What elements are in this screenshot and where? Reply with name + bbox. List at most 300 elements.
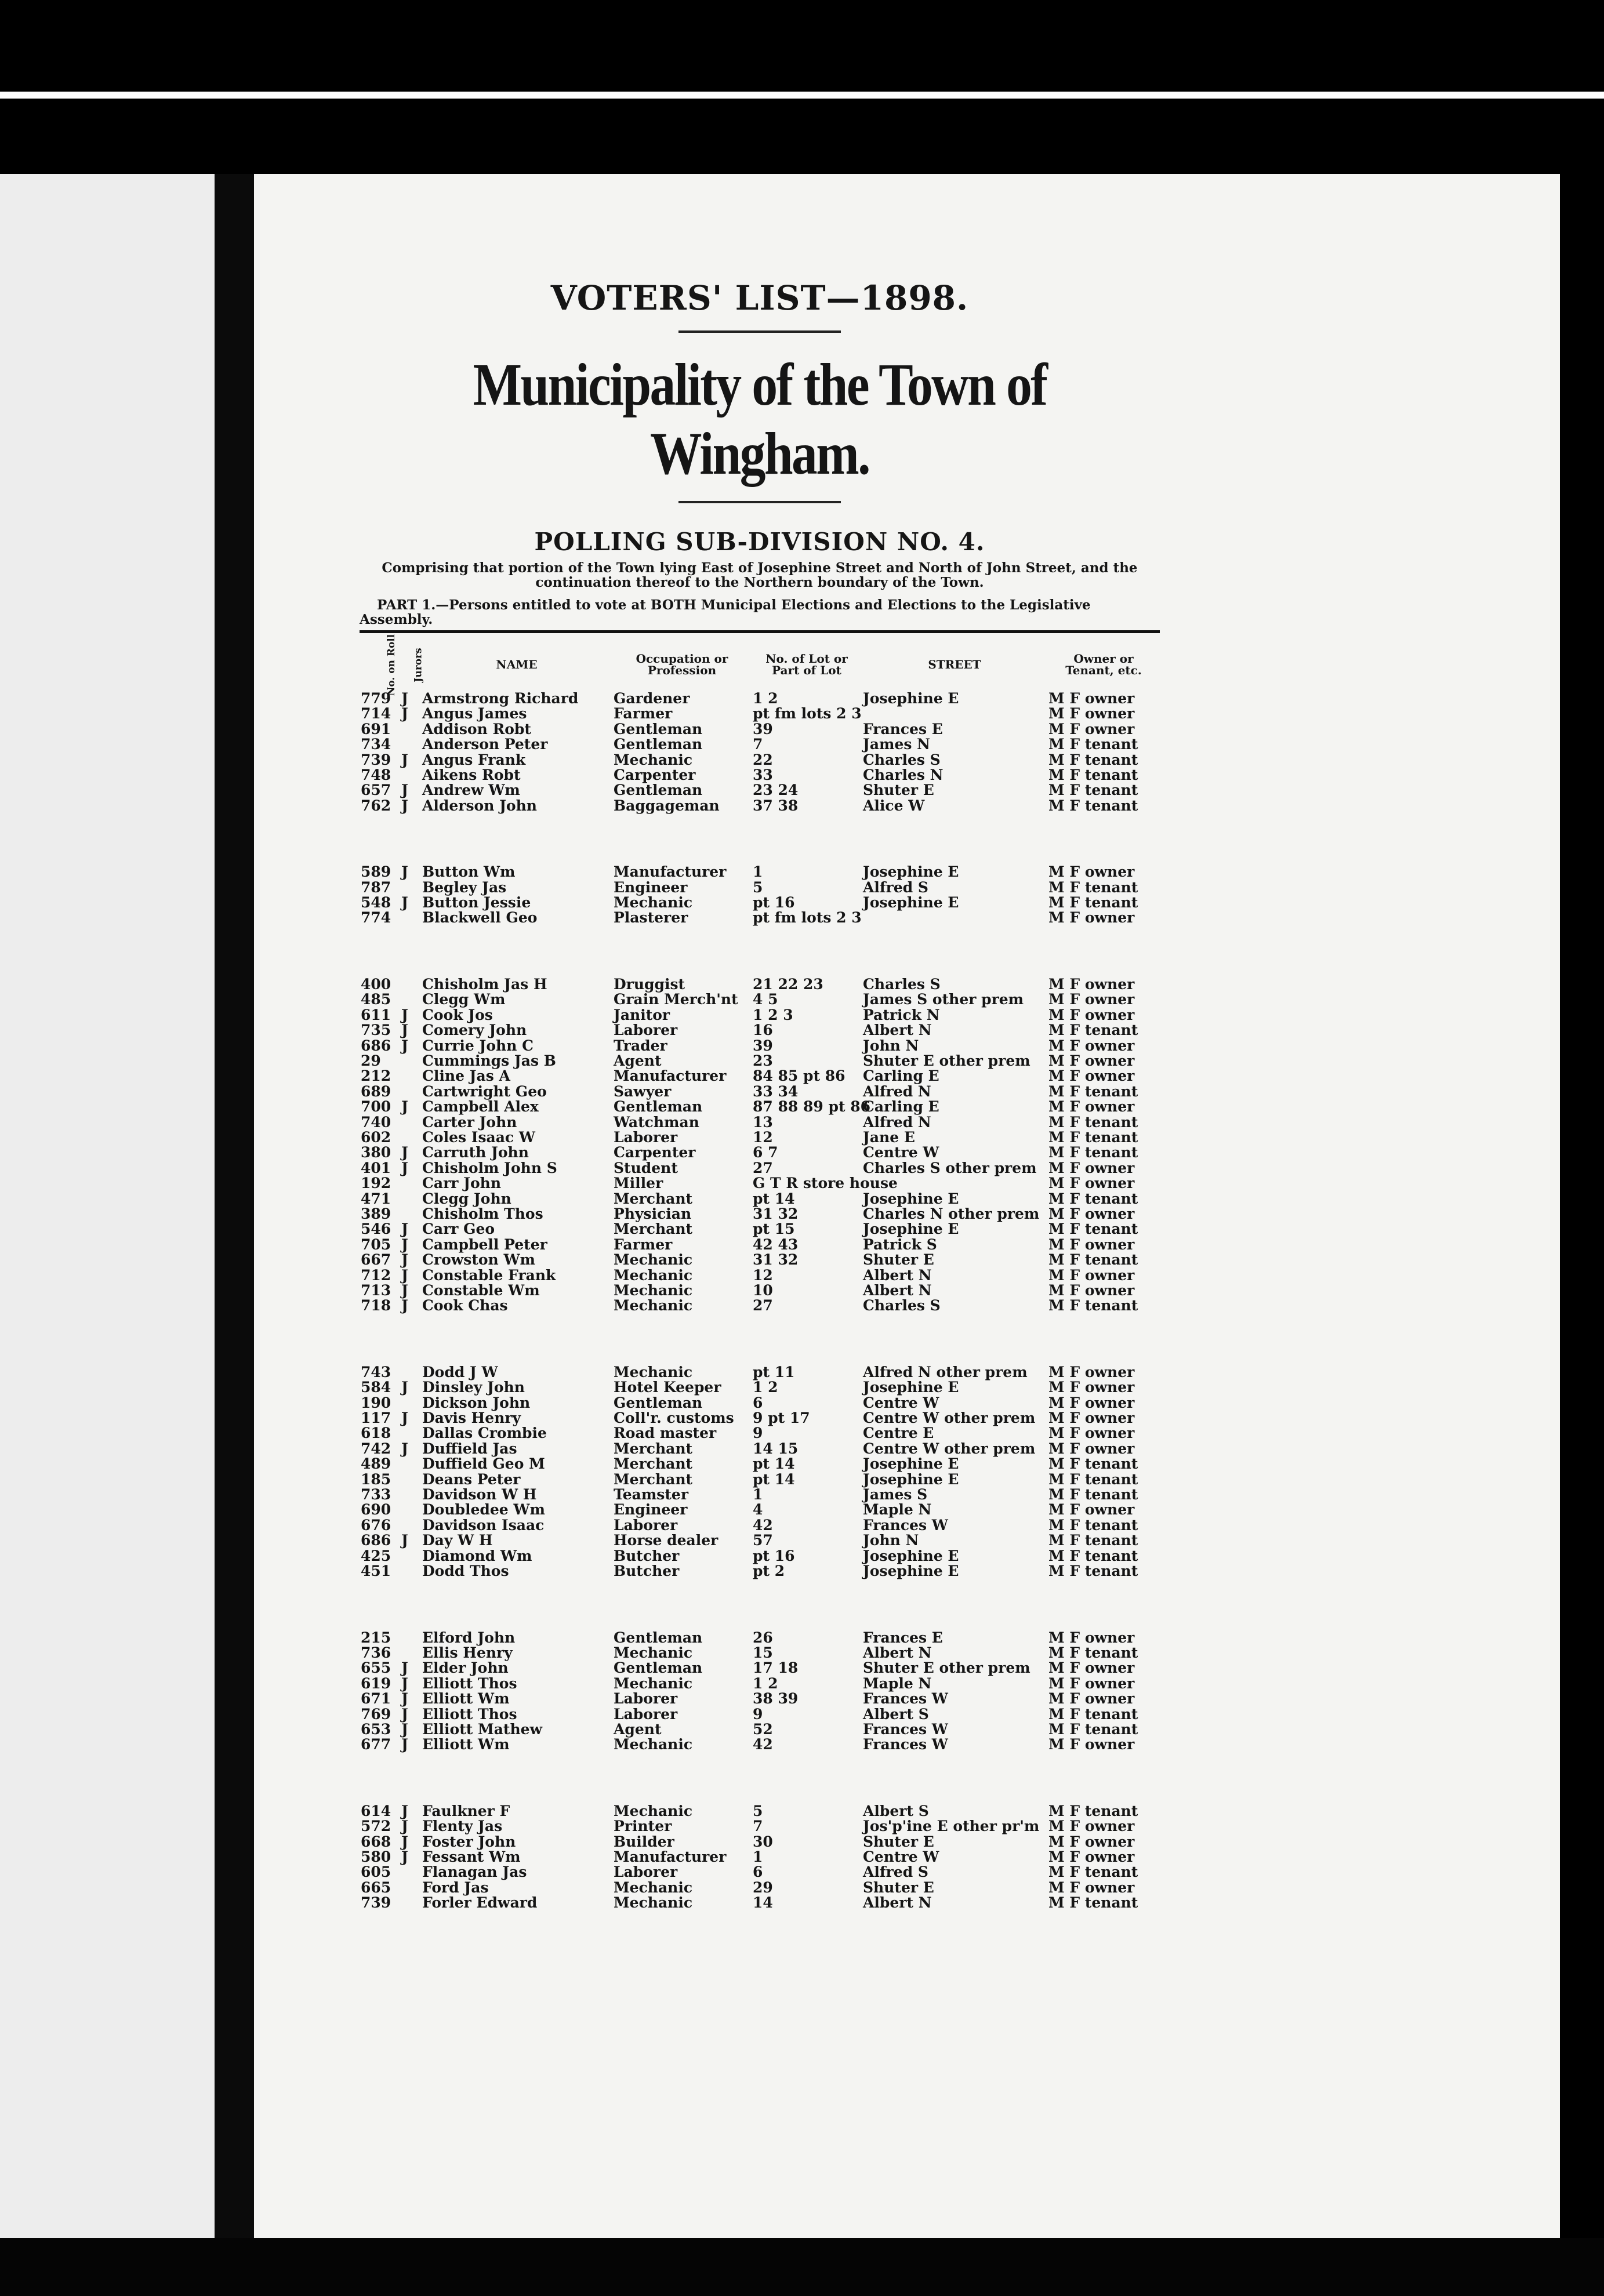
owner-tenant: M F owner bbox=[1048, 1736, 1135, 1753]
roll-number: 589 bbox=[361, 863, 391, 881]
voter-name: Dallas Crombie bbox=[422, 1425, 547, 1442]
juror-mark bbox=[400, 1472, 421, 1487]
voters-table-body bbox=[360, 691, 1160, 1911]
owner-tenant: M F owner bbox=[1048, 1282, 1135, 1299]
street: Josephine E bbox=[863, 894, 959, 911]
roll-number: 735 bbox=[361, 1022, 391, 1039]
occupation: Horse dealer bbox=[614, 1532, 718, 1549]
roll-number: 192 bbox=[361, 1175, 391, 1192]
lot-number: 84 85 pt 86 bbox=[753, 1067, 845, 1085]
street: Josephine E bbox=[863, 1379, 959, 1396]
scan-white-stripe bbox=[0, 92, 1604, 99]
lot-number: 37 38 bbox=[753, 797, 799, 814]
voter-row bbox=[360, 783, 1160, 798]
occupation: Butcher bbox=[614, 1563, 680, 1580]
lot-number: pt 11 bbox=[753, 1363, 795, 1380]
voter-row bbox=[360, 1145, 1160, 1160]
occupation: Baggageman bbox=[614, 797, 720, 814]
street: Josephine E bbox=[863, 1547, 959, 1564]
voter-name: Button Wm bbox=[422, 863, 516, 881]
voter-name: Fessant Wm bbox=[422, 1848, 521, 1865]
voter-row bbox=[360, 1834, 1160, 1850]
occupation: Laborer bbox=[614, 1690, 678, 1708]
owner-tenant: M F tenant bbox=[1048, 1863, 1138, 1881]
lot-number: pt 14 bbox=[753, 1190, 795, 1207]
voter-row bbox=[360, 1661, 1160, 1676]
street bbox=[862, 706, 1047, 721]
col-jurors: Jurors bbox=[412, 648, 424, 682]
street: Alfred S bbox=[863, 1863, 928, 1881]
lot-number: 15 bbox=[753, 1644, 773, 1661]
lot-number: 27 bbox=[753, 1297, 773, 1314]
street bbox=[862, 910, 1047, 925]
lot-number: 1 bbox=[753, 1486, 763, 1503]
juror-mark bbox=[400, 768, 421, 783]
voter-row bbox=[360, 1008, 1160, 1023]
occupation: Grain Merch'nt bbox=[614, 991, 738, 1008]
voter-name: Begley Jas bbox=[422, 878, 507, 896]
occupation: Manufacturer bbox=[614, 863, 727, 881]
voter-name: Duffield Jas bbox=[422, 1440, 517, 1457]
voter-name: Dodd Thos bbox=[422, 1563, 509, 1580]
street: Charles N bbox=[863, 766, 943, 784]
voter-row bbox=[360, 1237, 1160, 1252]
owner-tenant: M F owner bbox=[1048, 991, 1135, 1008]
juror-mark bbox=[400, 1426, 421, 1441]
street: Shuter E other prem bbox=[863, 1659, 1030, 1677]
owner-tenant: M F owner bbox=[1048, 720, 1135, 738]
owner-tenant: M F tenant bbox=[1048, 1894, 1138, 1912]
roll-number: 611 bbox=[361, 1006, 391, 1023]
voter-name: Campbell Alex bbox=[422, 1098, 539, 1116]
voter-row bbox=[360, 722, 1160, 737]
voter-name: Flanagan Jas bbox=[422, 1863, 527, 1881]
roll-number: 712 bbox=[361, 1266, 391, 1284]
lot-number: 4 bbox=[753, 1501, 763, 1518]
juror-mark bbox=[400, 1549, 421, 1564]
occupation: Physician bbox=[614, 1205, 692, 1222]
voter-row bbox=[360, 1487, 1160, 1502]
street: Frances E bbox=[863, 720, 943, 738]
voter-name: Faulkner F bbox=[422, 1802, 510, 1819]
roll-number: 690 bbox=[361, 1501, 391, 1518]
owner-tenant: M F owner bbox=[1048, 1425, 1135, 1442]
owner-tenant: M F owner bbox=[1048, 909, 1135, 927]
voter-row bbox=[360, 798, 1160, 813]
voter-name: Dickson John bbox=[422, 1394, 531, 1411]
juror-mark bbox=[400, 1564, 421, 1579]
voter-name: Cline Jas A bbox=[422, 1067, 510, 1085]
voter-name: Carr Geo bbox=[422, 1220, 495, 1238]
voter-row bbox=[360, 1084, 1160, 1099]
roll-number: 655 bbox=[361, 1659, 391, 1677]
occupation: Gentleman bbox=[614, 782, 703, 799]
lot-number: 33 34 bbox=[753, 1082, 799, 1100]
subdivision-description: Comprising that portion of the Town lying East of Josephine Street and North of John Street, and the continuation thereof to the Northern boundary of the Town. bbox=[382, 560, 1138, 590]
street: Albert N bbox=[863, 1644, 932, 1661]
lot-number: 9 pt 17 bbox=[753, 1409, 810, 1427]
facing-page bbox=[0, 174, 215, 2238]
street: Shuter E bbox=[863, 782, 934, 799]
juror-mark bbox=[400, 1207, 421, 1222]
roll-number: 380 bbox=[361, 1144, 391, 1161]
juror-mark: J bbox=[401, 1818, 408, 1835]
voter-name: Chisholm Thos bbox=[422, 1205, 543, 1222]
lot-number: 42 bbox=[753, 1516, 773, 1534]
table-header-row bbox=[360, 638, 1160, 691]
juror-mark: J bbox=[401, 1705, 408, 1723]
occupation: Mechanic bbox=[614, 751, 693, 768]
occupation: Farmer bbox=[614, 705, 673, 722]
lot-number: 23 bbox=[753, 1052, 773, 1069]
occupation: Laborer bbox=[614, 1022, 678, 1039]
juror-mark: J bbox=[401, 1659, 408, 1677]
juror-mark bbox=[400, 1502, 421, 1517]
street: Josephine E bbox=[863, 1190, 959, 1207]
juror-mark bbox=[400, 1396, 421, 1411]
occupation: Watchman bbox=[614, 1113, 699, 1131]
voter-row bbox=[360, 1630, 1160, 1645]
roll-number: 618 bbox=[361, 1425, 391, 1442]
roll-number: 743 bbox=[361, 1363, 391, 1380]
owner-tenant: M F owner bbox=[1048, 863, 1135, 881]
roll-number: 572 bbox=[361, 1818, 391, 1835]
voter-row bbox=[360, 1737, 1160, 1752]
lot-number: 1 2 bbox=[753, 690, 778, 707]
lot-number: 1 2 bbox=[753, 1674, 778, 1692]
roll-number: 700 bbox=[361, 1098, 391, 1116]
voter-name: Cartwright Geo bbox=[422, 1082, 547, 1100]
roll-number: 705 bbox=[361, 1236, 391, 1253]
street: Shuter E other prem bbox=[863, 1052, 1030, 1069]
lot-number: 9 bbox=[753, 1705, 763, 1723]
col-occupation: Occupation or Profession bbox=[636, 652, 728, 677]
street: Alfred N bbox=[863, 1113, 931, 1131]
voter-name: Dodd J W bbox=[422, 1363, 498, 1380]
voter-row bbox=[360, 737, 1160, 752]
occupation: Engineer bbox=[614, 878, 688, 896]
street: Albert N bbox=[863, 1022, 932, 1039]
juror-mark bbox=[400, 1865, 421, 1880]
roll-number: 117 bbox=[361, 1409, 391, 1427]
occupation: Laborer bbox=[614, 1516, 678, 1534]
voter-row bbox=[360, 895, 1160, 910]
juror-mark: J bbox=[401, 1220, 408, 1238]
occupation: Sawyer bbox=[614, 1082, 672, 1100]
voter-row bbox=[360, 1426, 1160, 1441]
col-lot: No. of Lot or Part of Lot bbox=[765, 652, 848, 677]
voter-row bbox=[360, 880, 1160, 895]
occupation: Mechanic bbox=[614, 1802, 693, 1819]
lot-number: 1 bbox=[753, 863, 763, 881]
voter-name: Constable Frank bbox=[422, 1266, 556, 1284]
juror-mark bbox=[400, 1130, 421, 1145]
street: Josephine E bbox=[863, 690, 959, 707]
roll-number: 779 bbox=[361, 690, 391, 707]
juror-mark: J bbox=[401, 1159, 408, 1176]
occupation: Engineer bbox=[614, 1501, 688, 1518]
owner-tenant: M F owner bbox=[1048, 1833, 1135, 1850]
voter-name: Cook Jos bbox=[422, 1006, 493, 1023]
col-street: STREET bbox=[928, 657, 981, 671]
owner-tenant: M F owner bbox=[1048, 1674, 1135, 1692]
roll-number: 665 bbox=[361, 1879, 391, 1896]
voter-row bbox=[360, 1691, 1160, 1706]
occupation: Carpenter bbox=[614, 766, 696, 784]
juror-mark: J bbox=[401, 1297, 408, 1314]
juror-mark: J bbox=[401, 863, 408, 881]
street: Frances W bbox=[863, 1516, 948, 1534]
voter-name: Doubledee Wm bbox=[422, 1501, 545, 1518]
group-spacer bbox=[360, 813, 1160, 864]
street: Centre E bbox=[863, 1425, 934, 1442]
roll-number: 471 bbox=[361, 1190, 391, 1207]
lot-number: 30 bbox=[753, 1833, 773, 1850]
roll-number: 691 bbox=[361, 720, 391, 738]
street: Josephine E bbox=[863, 1563, 959, 1580]
juror-mark: J bbox=[401, 1848, 408, 1865]
voter-row bbox=[360, 706, 1160, 721]
group-spacer bbox=[360, 1753, 1160, 1804]
roll-number: 676 bbox=[361, 1516, 391, 1534]
occupation: Mechanic bbox=[614, 894, 693, 911]
juror-mark: J bbox=[401, 1266, 408, 1284]
roll-number: 548 bbox=[361, 894, 391, 911]
juror-mark: J bbox=[401, 1802, 408, 1819]
voter-name: Crowston Wm bbox=[422, 1251, 535, 1269]
owner-tenant: M F tenant bbox=[1048, 1516, 1138, 1534]
voter-name: Diamond Wm bbox=[422, 1547, 532, 1564]
owner-tenant: M F owner bbox=[1048, 1440, 1135, 1457]
voter-row bbox=[360, 1115, 1160, 1130]
street: Centre W bbox=[863, 1394, 939, 1411]
occupation: Merchant bbox=[614, 1470, 693, 1488]
voter-row bbox=[360, 1038, 1160, 1053]
voter-name: Foster John bbox=[422, 1833, 516, 1850]
street: Albert S bbox=[863, 1705, 929, 1723]
roll-number: 400 bbox=[361, 975, 391, 993]
juror-mark: J bbox=[401, 705, 408, 722]
lot-number: 1 bbox=[753, 1848, 763, 1865]
voter-name: Elliott Mathew bbox=[422, 1720, 543, 1738]
roll-number: 605 bbox=[361, 1863, 391, 1881]
lot-number: 5 bbox=[753, 878, 763, 896]
owner-tenant: M F owner bbox=[1048, 1848, 1135, 1865]
voter-name: Chisholm John S bbox=[422, 1159, 557, 1176]
juror-mark bbox=[400, 992, 421, 1007]
voter-row bbox=[360, 1222, 1160, 1237]
street: Albert N bbox=[863, 1894, 932, 1912]
owner-tenant: M F tenant bbox=[1048, 1455, 1138, 1473]
juror-mark: J bbox=[401, 797, 408, 814]
juror-mark bbox=[400, 1084, 421, 1099]
roll-number: 686 bbox=[361, 1037, 391, 1054]
voter-name: Deans Peter bbox=[422, 1470, 521, 1488]
roll-number: 185 bbox=[361, 1470, 391, 1488]
voter-row bbox=[360, 1023, 1160, 1038]
roll-number: 713 bbox=[361, 1282, 391, 1299]
roll-number: 401 bbox=[361, 1159, 391, 1176]
street: John N bbox=[863, 1532, 919, 1549]
occupation: Mechanic bbox=[614, 1644, 693, 1661]
lot-number: pt fm lots 2 3 bbox=[753, 705, 862, 722]
municipality-heading: Municipality of the Town of Wingham. bbox=[473, 351, 1047, 487]
owner-tenant: M F tenant bbox=[1048, 766, 1138, 784]
lot-number: pt 16 bbox=[753, 894, 795, 911]
occupation: Laborer bbox=[614, 1128, 678, 1146]
lot-number: 42 bbox=[753, 1736, 773, 1753]
voters-list bbox=[360, 267, 1160, 1911]
street: Shuter E bbox=[863, 1879, 934, 1896]
street: Carling E bbox=[863, 1098, 939, 1116]
owner-tenant: M F owner bbox=[1048, 1098, 1135, 1116]
occupation: Teamster bbox=[614, 1486, 688, 1503]
occupation: Mechanic bbox=[614, 1879, 693, 1896]
juror-mark: J bbox=[401, 1720, 408, 1738]
voter-row bbox=[360, 1252, 1160, 1267]
occupation: Janitor bbox=[614, 1006, 670, 1023]
voter-name: Button Jessie bbox=[422, 894, 531, 911]
lot-number: 6 bbox=[753, 1863, 763, 1881]
juror-mark: J bbox=[401, 1440, 408, 1457]
voter-name: Alderson John bbox=[422, 797, 537, 814]
voter-name: Dinsley John bbox=[422, 1379, 525, 1396]
owner-tenant: M F tenant bbox=[1048, 1720, 1138, 1738]
voter-row bbox=[360, 1895, 1160, 1910]
juror-mark: J bbox=[401, 1833, 408, 1850]
street: Alfred N other prem bbox=[863, 1363, 1028, 1380]
juror-mark bbox=[400, 737, 421, 752]
roll-number: 742 bbox=[361, 1440, 391, 1457]
juror-mark: J bbox=[401, 1022, 408, 1039]
occupation: Mechanic bbox=[614, 1297, 693, 1314]
occupation: Farmer bbox=[614, 1236, 673, 1253]
roll-number: 657 bbox=[361, 782, 391, 799]
owner-tenant: M F owner bbox=[1048, 1266, 1135, 1284]
owner-tenant: M F tenant bbox=[1048, 1705, 1138, 1723]
roll-number: 762 bbox=[361, 797, 391, 814]
voter-row bbox=[360, 1865, 1160, 1880]
occupation: Merchant bbox=[614, 1220, 693, 1238]
voter-name: Elder John bbox=[422, 1659, 509, 1677]
group-spacer bbox=[360, 926, 1160, 977]
occupation: Carpenter bbox=[614, 1144, 696, 1161]
owner-tenant: M F tenant bbox=[1048, 1486, 1138, 1503]
owner-tenant: M F tenant bbox=[1048, 1022, 1138, 1039]
owner-tenant: M F owner bbox=[1048, 1690, 1135, 1708]
voter-row bbox=[360, 1441, 1160, 1456]
voter-row bbox=[360, 1564, 1160, 1579]
juror-mark bbox=[400, 1053, 421, 1069]
voter-row bbox=[360, 1707, 1160, 1722]
street: Shuter E bbox=[863, 1251, 934, 1269]
occupation: Mechanic bbox=[614, 1251, 693, 1269]
juror-mark: J bbox=[401, 1098, 408, 1116]
owner-tenant: M F tenant bbox=[1048, 1532, 1138, 1549]
roll-number: 425 bbox=[361, 1547, 391, 1564]
voter-row bbox=[360, 691, 1160, 706]
voter-name: Constable Wm bbox=[422, 1282, 540, 1299]
voter-row bbox=[360, 1804, 1160, 1819]
voter-row bbox=[360, 1645, 1160, 1661]
street: Frances E bbox=[863, 1629, 943, 1646]
table-top-rule bbox=[360, 630, 1160, 633]
voter-row bbox=[360, 1380, 1160, 1395]
street: Albert N bbox=[863, 1266, 932, 1284]
voter-row bbox=[360, 992, 1160, 1007]
voter-row bbox=[360, 1411, 1160, 1426]
street: Patrick S bbox=[863, 1236, 937, 1253]
lot-number: pt fm lots 2 3 bbox=[753, 909, 862, 927]
juror-mark: J bbox=[401, 1037, 408, 1054]
group-spacer bbox=[360, 1314, 1160, 1365]
subdivision-heading: POLLING SUB-DIVISION NO. 4. bbox=[534, 528, 985, 556]
owner-tenant: M F owner bbox=[1048, 1501, 1135, 1518]
owner-tenant: M F tenant bbox=[1048, 1547, 1138, 1564]
occupation: Mechanic bbox=[614, 1363, 693, 1380]
occupation: Printer bbox=[614, 1818, 672, 1835]
occupation: Mechanic bbox=[614, 1266, 693, 1284]
owner-tenant: M F owner bbox=[1048, 1629, 1135, 1646]
scan-dark-band bbox=[0, 99, 1604, 174]
roll-number: 686 bbox=[361, 1532, 391, 1549]
lot-number: 4 5 bbox=[753, 991, 778, 1008]
owner-tenant: M F owner bbox=[1048, 1037, 1135, 1054]
juror-mark: J bbox=[401, 1690, 408, 1708]
owner-tenant: M F owner bbox=[1048, 1818, 1135, 1835]
voter-name: Elliott Thos bbox=[422, 1674, 517, 1692]
lot-number: 29 bbox=[753, 1879, 773, 1896]
roll-number: 584 bbox=[361, 1379, 391, 1396]
juror-mark bbox=[400, 977, 421, 992]
street: John N bbox=[863, 1037, 919, 1054]
lot-number: 12 bbox=[753, 1128, 773, 1146]
lot-number: 14 bbox=[753, 1894, 773, 1912]
juror-mark bbox=[400, 1115, 421, 1130]
owner-tenant: M F tenant bbox=[1048, 736, 1138, 753]
owner-tenant: M F owner bbox=[1048, 1067, 1135, 1085]
juror-mark bbox=[400, 1630, 421, 1645]
owner-tenant: M F tenant bbox=[1048, 1113, 1138, 1131]
owner-tenant: M F tenant bbox=[1048, 1563, 1138, 1580]
juror-mark bbox=[400, 910, 421, 925]
voter-name: Addison Robt bbox=[422, 720, 531, 738]
occupation: Gentleman bbox=[614, 1629, 703, 1646]
juror-mark: J bbox=[401, 894, 408, 911]
occupation: Merchant bbox=[614, 1190, 693, 1207]
voter-name: Clegg Wm bbox=[422, 991, 506, 1008]
voter-row bbox=[360, 1099, 1160, 1114]
lot-number: 21 22 23 bbox=[753, 975, 823, 993]
juror-mark bbox=[400, 1518, 421, 1533]
lot-number: 6 bbox=[753, 1394, 763, 1411]
occupation: Gentleman bbox=[614, 720, 703, 738]
voter-name: Anderson Peter bbox=[422, 736, 548, 753]
voter-row bbox=[360, 1283, 1160, 1298]
part-heading: PART 1.—Persons entitled to vote at BOTH Municipal Elections and Elections to the Legislative Assembly. bbox=[360, 597, 1091, 627]
street: James S other prem bbox=[863, 991, 1024, 1008]
owner-tenant: M F owner bbox=[1048, 1363, 1135, 1380]
owner-tenant: M F tenant bbox=[1048, 1251, 1138, 1269]
voter-name: Ford Jas bbox=[422, 1879, 489, 1896]
lot-number: 87 88 89 pt 86 bbox=[753, 1098, 871, 1116]
roll-number: 748 bbox=[361, 766, 391, 784]
voter-name: Davidson Isaac bbox=[422, 1516, 545, 1534]
lot-number: pt 16 bbox=[753, 1547, 795, 1564]
occupation: Mechanic bbox=[614, 1674, 693, 1692]
heading-rule bbox=[678, 501, 841, 503]
juror-mark bbox=[400, 1069, 421, 1084]
